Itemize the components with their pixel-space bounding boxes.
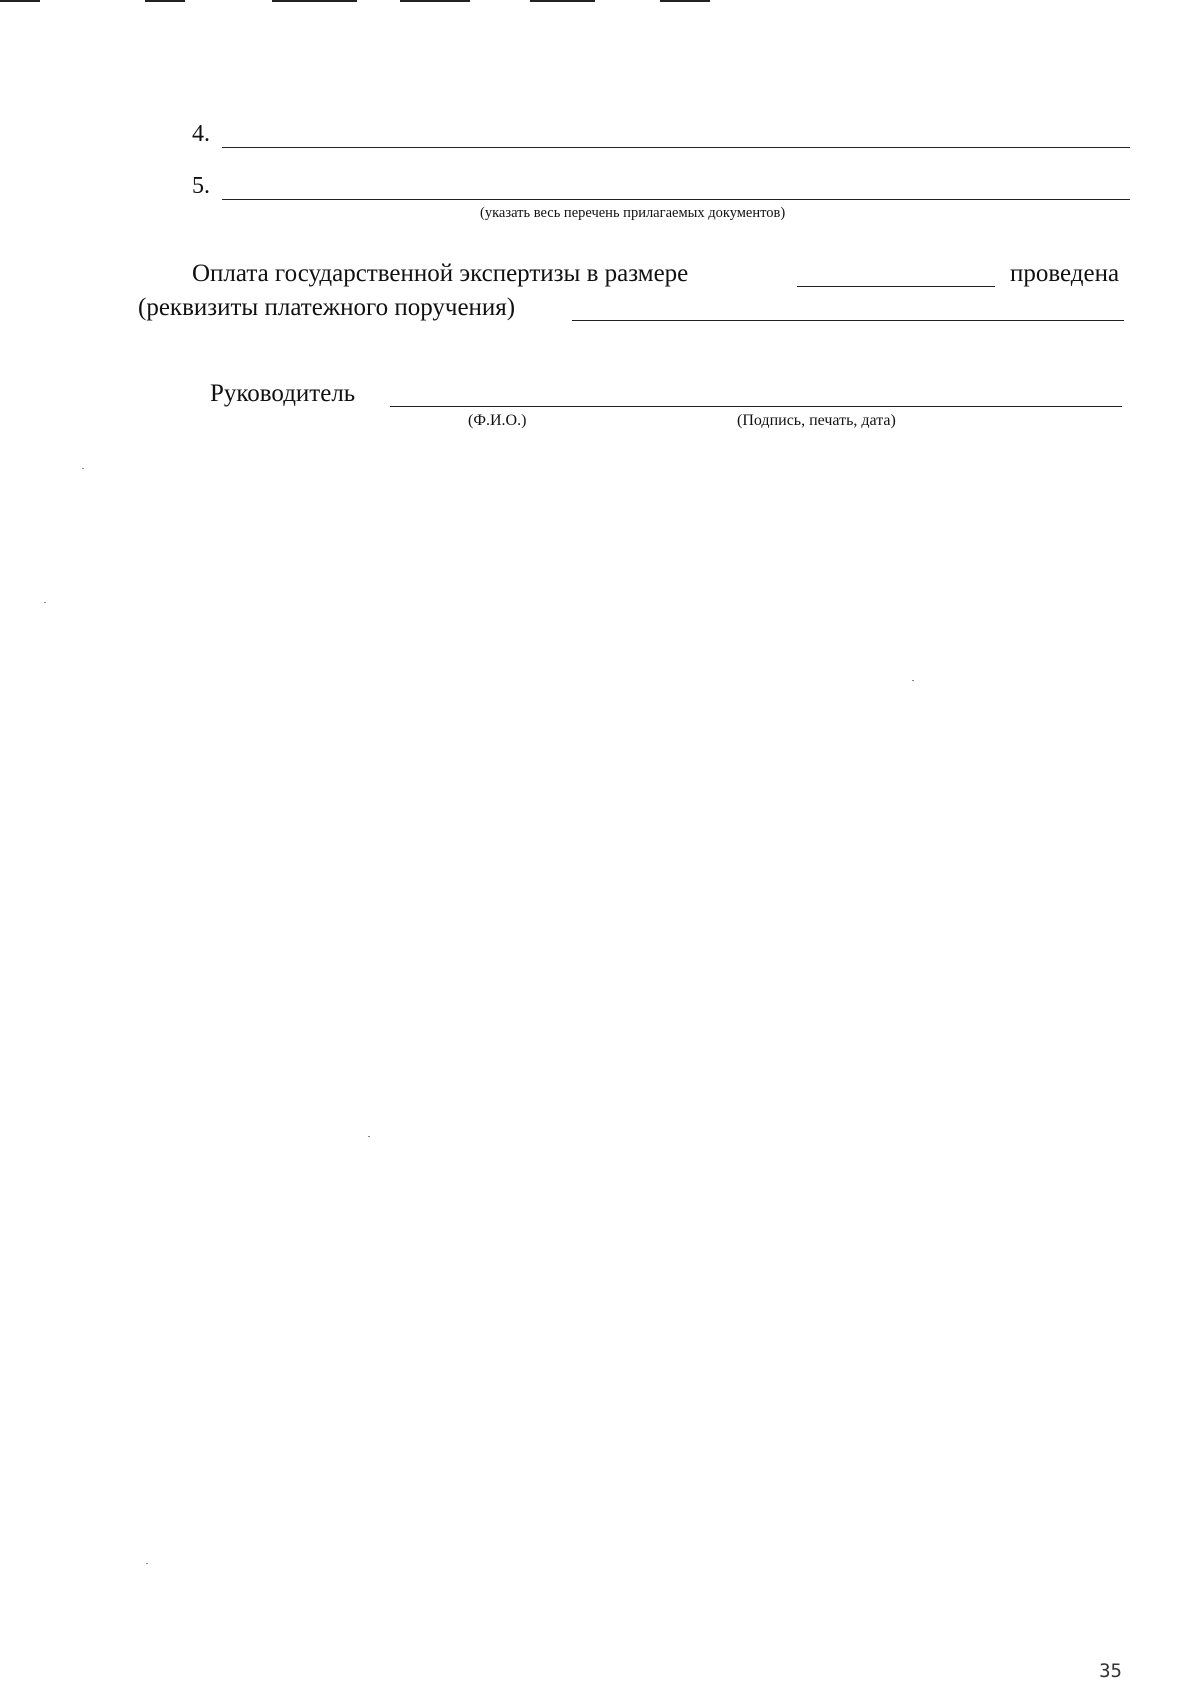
payment-order-details-blank[interactable] <box>572 320 1124 321</box>
list-item-number: 5. <box>192 173 210 199</box>
signature-label: Руководитель <box>210 380 356 407</box>
previous-page-underlines <box>0 0 1200 6</box>
page-number: 35 <box>1099 1660 1122 1682</box>
payment-line-1-text: Оплата государственной экспертизы в размере <box>192 260 689 287</box>
scan-speck <box>44 602 46 603</box>
payment-line-2-text: (реквизиты платежного поручения) <box>138 294 516 321</box>
signature-blank[interactable] <box>390 406 1122 407</box>
payment-amount-blank[interactable] <box>797 286 995 287</box>
name-caption: (Ф.И.О.) <box>468 412 527 429</box>
payment-line-1-end: проведена <box>1010 260 1120 287</box>
scan-speck <box>82 468 84 469</box>
list-item-4-blank[interactable] <box>222 147 1130 148</box>
attached-documents-caption: (указать весь перечень прилагаемых документов) <box>480 205 786 221</box>
scan-speck <box>912 680 914 681</box>
list-item-5 <box>192 170 1130 200</box>
list-item-4 <box>192 118 1130 148</box>
scan-speck <box>146 1563 148 1564</box>
list-item-5-blank[interactable] <box>222 199 1130 200</box>
list-item-number: 4. <box>192 121 210 147</box>
scan-speck <box>368 1136 370 1137</box>
sign-caption: (Подпись, печать, дата) <box>737 412 896 429</box>
